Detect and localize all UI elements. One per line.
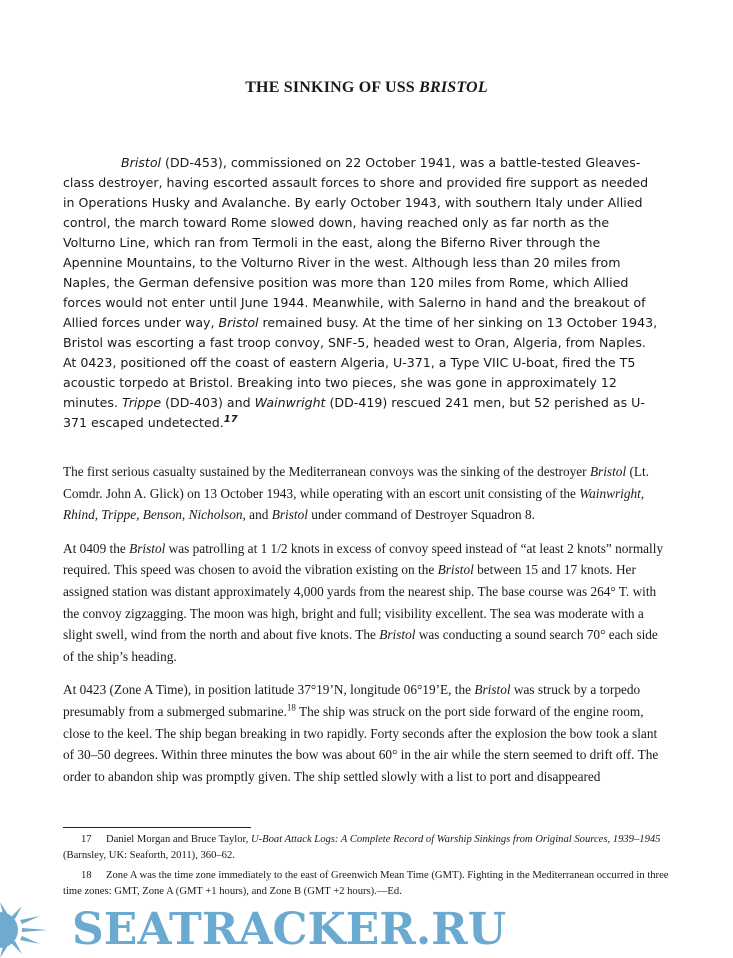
- ship-name: Bristol: [379, 627, 416, 643]
- footnote-ref[interactable]: 18: [286, 702, 296, 713]
- text: was conducting a sound search 70° each side of the ship’s heading.: [63, 627, 658, 664]
- text: The ship was struck on the port side forward of the engine room, close to the keel. The ship began breaking in two rapidly. Forty seconds after the explosion the bow took a slant of 30–50 degrees. Within three minutes the bow was about 60° in the air while the stern seemed to drift off. The order to abandon ship was promptly given. The ship settled slowly with a list to port and disappeared: [63, 703, 659, 784]
- body-paragraph-2: [63, 538, 669, 668]
- text: Zone A was the time zone immediately to the east of Greenwich Mean Time (GMT). Fighting in the Mediterranean occurred in three time zones: GMT, Zone A (GMT +1 hours), and Zone B (GMT +2 hours).—Ed.: [63, 870, 669, 898]
- text: (DD-453), commissioned on 22 October 1941, was a battle-tested Gleaves-class destroyer, having escorted assault forces to shore and provided fire support as needed in Operations Husky and Avalanche. By early October 1943, with southern Italy under Allied control, the march toward Rome slowed down, having reached only as far north as the Volturno Line, which ran from Termoli in the east, along the Biferno River through the Apennine Mountains, to the Volturno River in the west. Although less than 20 miles from Naples, the German defensive position was more than 120 miles from Rome, which Allied forces would not enter until June 1944. Meanwhile, with Salerno in hand and the breakout of Allied forces under way,: [63, 155, 649, 330]
- text: (Barnsley, UK: Seaforth, 2011), 360–62.: [63, 850, 235, 862]
- text: remained busy. At the time of her sinking on 13 October 1943, Bristol was escorting a fast troop convoy, SNF-5, headed west to Oran, Algeria, from Naples. At 0423, positioned off the coast of eastern Algeria, U-371, a Type VIIC U-boat, fired the T5 acoustic torpedo at Bristol. Breaking into two pieces, she was gone in approximately 12 minutes.: [63, 315, 658, 410]
- intro-paragraph: [63, 153, 663, 433]
- text: At 0409 the: [63, 540, 130, 556]
- ship-name: Wainwright: [254, 395, 326, 410]
- footnote-divider: [63, 827, 251, 828]
- ship-name: Bristol: [589, 464, 627, 479]
- ship-name: Bristol: [437, 562, 474, 578]
- text: (Lt. Comdr. John A. Glick) on 13 October 1943, while operating with an escort unit consisting of the: [63, 464, 650, 501]
- ship-name: Bristol: [218, 315, 259, 330]
- text: (DD-419) rescued 241 men, but 52 perished as U-371 escaped undetected.: [63, 395, 645, 430]
- chapter-title: [0, 78, 733, 98]
- ship-name: Bristol: [271, 507, 308, 523]
- body-paragraph-1: [63, 461, 669, 526]
- text: between 15 and 17 knots. Her assigned station was distant approximately 4,000 yards from the nearest ship. The base course was 264° T. with the convoy zigzagging. The moon was high, bright and full; visibility excellent. The sea was moderate with a slight swell, wind from the north and about five knots. The: [63, 562, 657, 643]
- footnote-18: [63, 868, 670, 900]
- sunburst-icon: [0, 902, 66, 958]
- text: and: [245, 507, 272, 523]
- text: At 0423 (Zone A Time), in position latitude 37°19’N, longitude 06°19’E, the: [63, 682, 475, 698]
- footnote-ref[interactable]: 17: [223, 413, 238, 425]
- watermark: [0, 902, 670, 958]
- ship-name: Trippe: [121, 395, 162, 410]
- text: under command of Destroyer Squadron 8.: [307, 507, 536, 523]
- footnote-17: [63, 832, 670, 864]
- footnote-number: 17: [81, 834, 92, 846]
- body-paragraph-3: [63, 679, 669, 787]
- title-text: THE SINKING OF USS: [245, 79, 420, 96]
- ship-names: Wainwright, Rhind, Trippe, Benson, Nicholson,: [63, 485, 645, 523]
- footnote-number: 18: [81, 870, 92, 882]
- ship-name: Bristol: [121, 155, 162, 170]
- text: was struck by a torpedo presumably from a submerged submarine.: [63, 682, 641, 719]
- text: (DD-403) and: [161, 395, 255, 410]
- watermark-text: SEATRACKER.RU: [72, 904, 507, 956]
- book-title: U-Boat Attack Logs: A Complete Record of Warship Sinkings from Original Sources, 1939–1945: [250, 834, 661, 846]
- ship-name: Bristol: [474, 682, 511, 698]
- ship-name: Bristol: [129, 540, 166, 556]
- text: was patrolling at 1 1/2 knots in excess of convoy speed instead of “at least 2 knots” normally required. This speed was chosen to avoid the vibration existing on the: [63, 540, 664, 578]
- title-ship-name: BRISTOL: [419, 79, 488, 96]
- text: Daniel Morgan and Bruce Taylor,: [106, 834, 251, 846]
- text: The first serious casualty sustained by the Mediterranean convoys was the sinking of the destroyer: [63, 464, 590, 479]
